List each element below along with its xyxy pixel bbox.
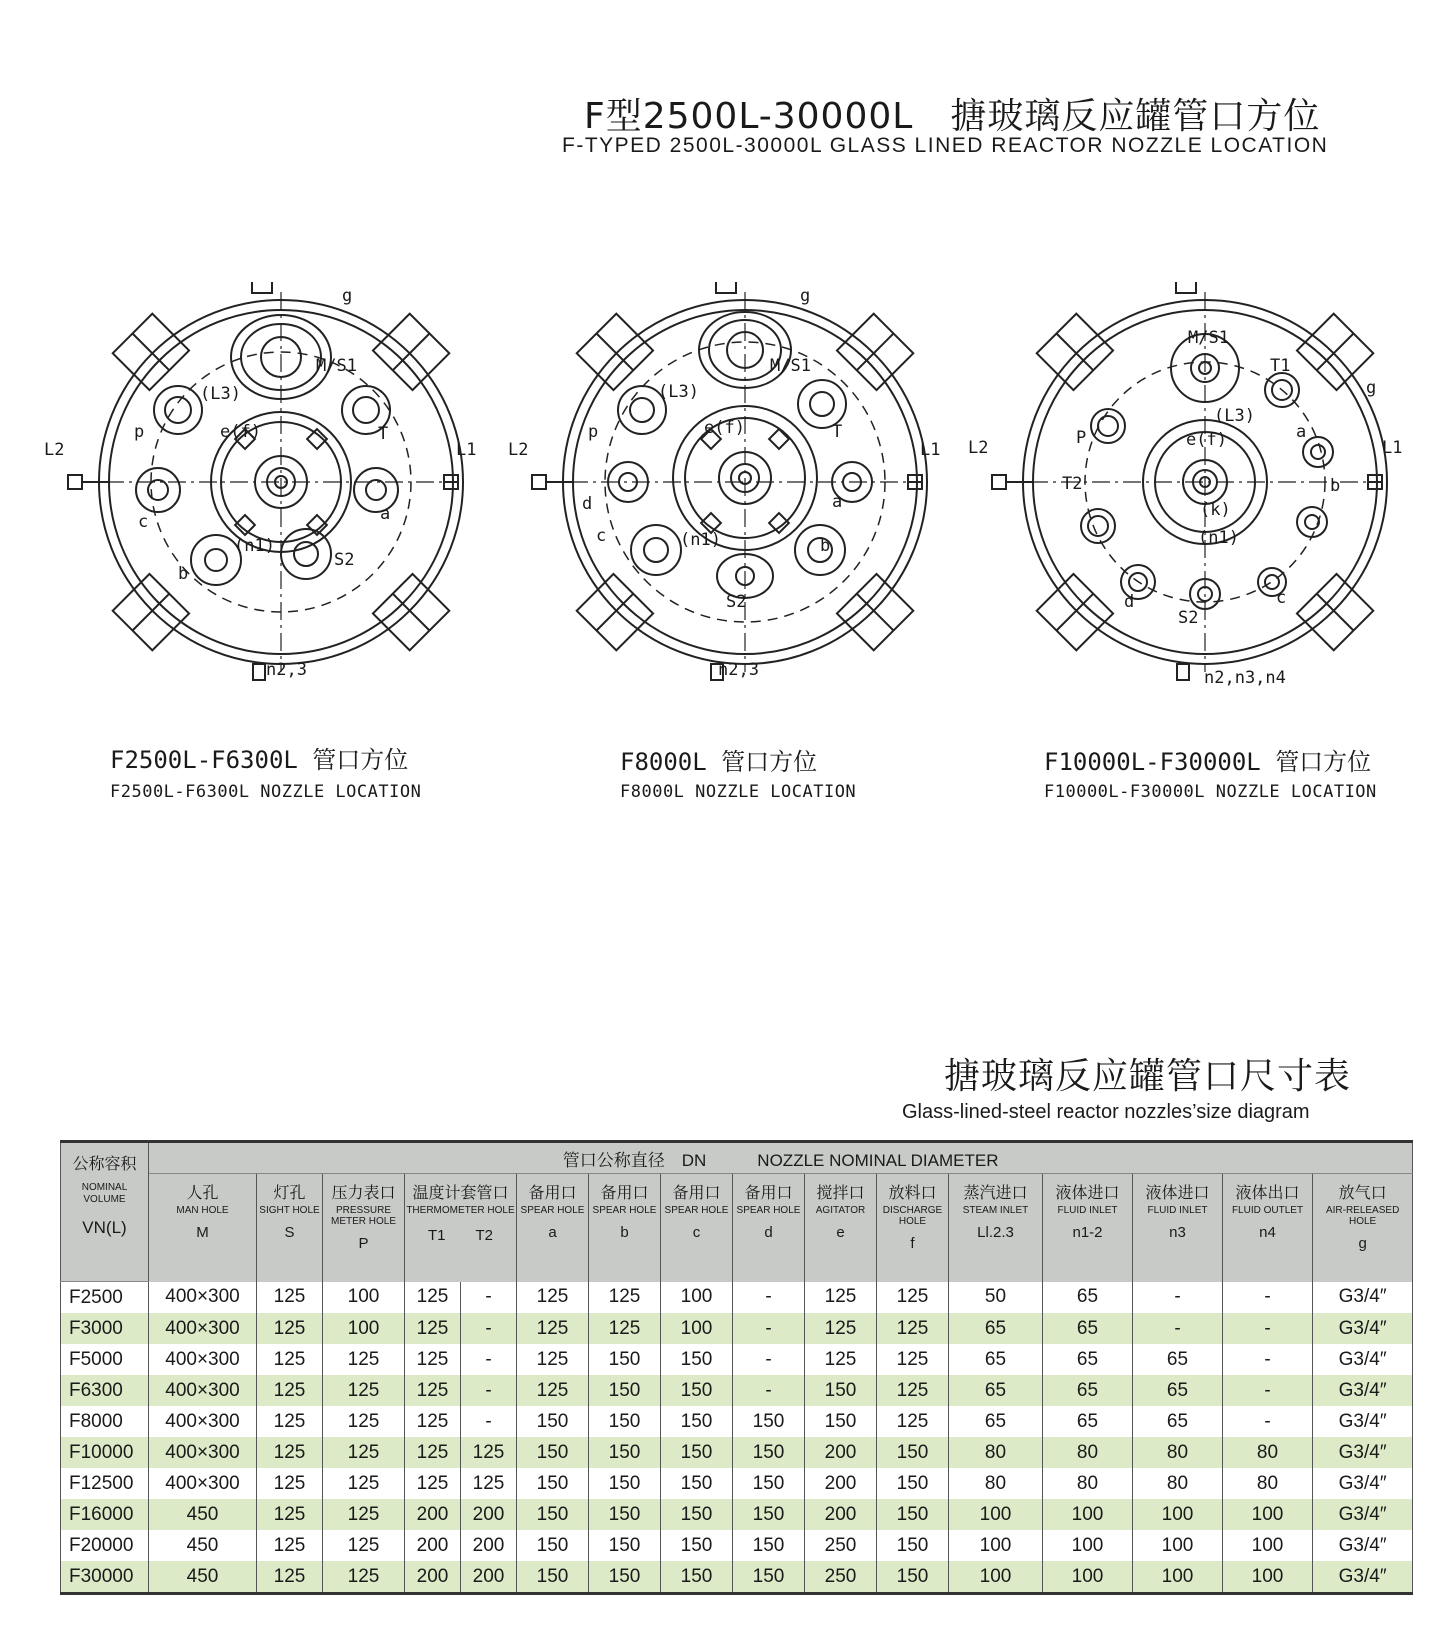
table-cell: - [1223, 1344, 1313, 1375]
row-volume-cell: F5000 [61, 1344, 149, 1375]
table-row [61, 1561, 1413, 1594]
dn-header: 管口公称直径 DN NOZZLE NOMINAL DIAMETER [149, 1142, 1413, 1174]
table-title: 搪玻璃反应罐管口尺寸表 [944, 1056, 1352, 1097]
col-header-pressure-meter-hole: 压力表口 PRESSURE METER HOLE P [323, 1174, 405, 1282]
table-cell: 125 [323, 1406, 405, 1437]
table-cell: 150 [661, 1437, 733, 1468]
table-row [61, 1344, 1413, 1375]
table-cell: 150 [661, 1561, 733, 1594]
table-cell: 125 [589, 1282, 661, 1314]
table-cell: 125 [405, 1375, 461, 1406]
table-cell: 150 [517, 1468, 589, 1499]
table-cell: 150 [661, 1530, 733, 1561]
label-l3: (L3) [1214, 406, 1255, 426]
table-cell: 150 [877, 1468, 949, 1499]
table-cell: 125 [257, 1406, 323, 1437]
label-n1: (n1) [1198, 528, 1239, 548]
table-cell: - [733, 1375, 805, 1406]
diagram-2-caption: F8000L 管口方位 [620, 748, 818, 776]
table-cell: 125 [405, 1437, 461, 1468]
label-g: g [800, 286, 811, 306]
table-cell: 125 [405, 1282, 461, 1314]
label-t2: T2 [1062, 474, 1083, 494]
table-cell: 200 [805, 1437, 877, 1468]
label-l2: L2 [44, 440, 65, 460]
table-cell: 125 [323, 1437, 405, 1468]
table-cell: 250 [805, 1561, 877, 1594]
label-b: b [820, 536, 831, 556]
table-cell: 65 [1043, 1375, 1133, 1406]
table-cell: 400×300 [149, 1282, 257, 1314]
table-cell: 150 [589, 1406, 661, 1437]
table-row [61, 1313, 1413, 1344]
table-cell: 200 [461, 1561, 517, 1594]
table-cell: 200 [405, 1561, 461, 1594]
table-cell: 125 [257, 1344, 323, 1375]
label-n: n2,3 [266, 660, 307, 680]
table-cell: 125 [323, 1561, 405, 1594]
label-p: p [134, 422, 145, 442]
table-cell: - [1133, 1313, 1223, 1344]
table-cell: 125 [405, 1468, 461, 1499]
row-volume-cell: F2500 [61, 1282, 149, 1314]
table-cell: 150 [517, 1530, 589, 1561]
table-cell: 150 [733, 1530, 805, 1561]
table-cell: 80 [1133, 1437, 1223, 1468]
table-cell: 125 [877, 1282, 949, 1314]
label-a: a [832, 492, 843, 512]
table-cell: 100 [949, 1561, 1043, 1594]
label-l2: L2 [508, 440, 529, 460]
table-cell: 80 [1043, 1468, 1133, 1499]
table-cell: 400×300 [149, 1344, 257, 1375]
table-cell: 125 [257, 1437, 323, 1468]
label-n1: (n1) [234, 536, 275, 556]
col-header-air-released-hole: 放气口 AIR-RELEASED HOLE g [1313, 1174, 1413, 1282]
col-header-spear-hole-b: 备用口 SPEAR HOLE b [589, 1174, 661, 1282]
table-cell: 80 [949, 1437, 1043, 1468]
table-cell: 125 [461, 1437, 517, 1468]
table-cell: 80 [1133, 1468, 1223, 1499]
col-header-discharge-hole: 放料口 DISCHARGE HOLE f [877, 1174, 949, 1282]
table-cell: 400×300 [149, 1437, 257, 1468]
table-body [61, 1282, 1413, 1594]
table-cell: 80 [1223, 1468, 1313, 1499]
label-p: P [1076, 428, 1087, 448]
label-t: T [832, 422, 843, 442]
label-s2: S2 [334, 550, 355, 570]
table-cell: G3/4″ [1313, 1530, 1413, 1561]
table-cell: - [1133, 1282, 1223, 1314]
table-cell: 100 [949, 1499, 1043, 1530]
table-cell: 100 [1223, 1561, 1313, 1594]
label-s2: S2 [1178, 608, 1199, 628]
label-g: g [342, 286, 353, 306]
table-cell: 150 [517, 1406, 589, 1437]
table-cell: 125 [589, 1313, 661, 1344]
table-cell: 450 [149, 1561, 257, 1594]
nozzle-size-table [60, 1140, 1413, 1595]
table-cell: 65 [1133, 1344, 1223, 1375]
table-cell: 125 [323, 1375, 405, 1406]
table-cell: 150 [733, 1499, 805, 1530]
table-cell: - [1223, 1313, 1313, 1344]
col-header-fluid-inlet-n3: 液体进口 FLUID INLET n3 [1133, 1174, 1223, 1282]
table-cell: 100 [1043, 1561, 1133, 1594]
table-cell: 125 [805, 1344, 877, 1375]
label-ms1: M/S1 [316, 356, 357, 376]
table-cell: 125 [257, 1499, 323, 1530]
table-cell: 150 [733, 1437, 805, 1468]
table-cell: 125 [323, 1530, 405, 1561]
label-a: a [380, 504, 391, 524]
table-row [61, 1499, 1413, 1530]
table-cell: 100 [323, 1313, 405, 1344]
table-cell: 125 [323, 1499, 405, 1530]
label-b: b [178, 564, 189, 584]
table-cell: 200 [405, 1499, 461, 1530]
table-cell: 150 [661, 1468, 733, 1499]
table-cell: 65 [949, 1375, 1043, 1406]
table-cell: - [1223, 1406, 1313, 1437]
table-cell: G3/4″ [1313, 1282, 1413, 1314]
table-cell: G3/4″ [1313, 1561, 1413, 1594]
table-cell: 125 [517, 1282, 589, 1314]
table-cell: - [733, 1313, 805, 1344]
label-ef: e(f) [704, 418, 745, 438]
table-cell: 150 [661, 1406, 733, 1437]
label-l3: (L3) [658, 382, 699, 402]
table-cell: 65 [1043, 1344, 1133, 1375]
label-d: d [1124, 592, 1135, 612]
table-cell: 100 [1133, 1530, 1223, 1561]
table-cell: 150 [589, 1499, 661, 1530]
page-title: F型2500L-30000L 搪玻璃反应罐管口方位 [584, 96, 1321, 137]
table-cell: 200 [805, 1499, 877, 1530]
table-cell: 125 [877, 1313, 949, 1344]
table-cell: 400×300 [149, 1313, 257, 1344]
table-cell: G3/4″ [1313, 1344, 1413, 1375]
table-cell: 125 [405, 1313, 461, 1344]
table-cell: 150 [661, 1344, 733, 1375]
label-d: d [582, 494, 593, 514]
col-header-fluid-outlet: 液体出口 FLUID OUTLET n4 [1223, 1174, 1313, 1282]
table-row [61, 1468, 1413, 1499]
table-cell: 65 [1133, 1406, 1223, 1437]
label-n: n2,3 [718, 660, 759, 680]
table-cell: 125 [461, 1468, 517, 1499]
label-l2: L2 [968, 438, 989, 458]
table-cell: 150 [805, 1406, 877, 1437]
table-cell: 100 [323, 1282, 405, 1314]
row-volume-cell: F16000 [61, 1499, 149, 1530]
table-cell: 125 [257, 1313, 323, 1344]
table-cell: 65 [949, 1313, 1043, 1344]
label-c: c [1276, 588, 1287, 608]
col-header-spear-hole-c: 备用口 SPEAR HOLE c [661, 1174, 733, 1282]
table-cell: 150 [589, 1437, 661, 1468]
table-cell: 65 [949, 1344, 1043, 1375]
diagram-3-labels [968, 282, 1420, 712]
table-cell: 150 [661, 1499, 733, 1530]
table-cell: - [461, 1406, 517, 1437]
label-l1: L1 [920, 440, 941, 460]
table-cell: 250 [805, 1530, 877, 1561]
table-cell: 80 [1043, 1437, 1133, 1468]
table-cell: - [733, 1344, 805, 1375]
table-cell: 100 [1133, 1561, 1223, 1594]
label-c: c [596, 526, 607, 546]
table-subtitle: Glass-lined-steel reactor nozzles’size diagram [902, 1101, 1310, 1123]
table-cell: G3/4″ [1313, 1375, 1413, 1406]
table-cell: 125 [805, 1313, 877, 1344]
table-cell: 65 [1133, 1375, 1223, 1406]
table-cell: 125 [323, 1344, 405, 1375]
table-row [61, 1282, 1413, 1314]
table-cell: 150 [517, 1499, 589, 1530]
table-cell: 125 [517, 1313, 589, 1344]
table-cell: 150 [589, 1530, 661, 1561]
table-cell: 80 [949, 1468, 1043, 1499]
table-cell: 100 [1043, 1530, 1133, 1561]
table-cell: 150 [733, 1406, 805, 1437]
table-cell: 125 [805, 1282, 877, 1314]
label-t1: T1 [1270, 356, 1291, 376]
table-cell: 150 [877, 1561, 949, 1594]
label-ef: e(f) [1186, 430, 1227, 450]
table-cell: 125 [877, 1344, 949, 1375]
table-cell: - [1223, 1375, 1313, 1406]
table-cell: - [733, 1282, 805, 1314]
table-cell: 125 [517, 1375, 589, 1406]
table-cell: 100 [1223, 1530, 1313, 1561]
diagram-3-caption-en: F10000L-F30000L NOZZLE LOCATION [1044, 782, 1377, 802]
label-g: g [1366, 378, 1377, 398]
diagram-1-caption: F2500L-F6300L 管口方位 [110, 746, 409, 774]
table-cell: 65 [949, 1406, 1043, 1437]
table-cell: 125 [405, 1344, 461, 1375]
table-cell: 125 [517, 1344, 589, 1375]
table-cell: - [461, 1344, 517, 1375]
diagram-2-caption-en: F8000L NOZZLE LOCATION [620, 782, 857, 802]
row-volume-cell: F12500 [61, 1468, 149, 1499]
row-volume-cell: F3000 [61, 1313, 149, 1344]
table-cell: G3/4″ [1313, 1468, 1413, 1499]
diagram-1-labels [44, 282, 496, 712]
table-cell: 150 [517, 1437, 589, 1468]
table-row [61, 1437, 1413, 1468]
table-row [61, 1375, 1413, 1406]
label-n1: (n1) [680, 530, 721, 550]
table-cell: 400×300 [149, 1468, 257, 1499]
table-cell: 150 [733, 1561, 805, 1594]
label-a: a [1296, 422, 1307, 442]
row-volume-cell: F8000 [61, 1406, 149, 1437]
table-row [61, 1406, 1413, 1437]
label-c: c [138, 512, 149, 532]
table-cell: G3/4″ [1313, 1499, 1413, 1530]
table-cell: 150 [589, 1344, 661, 1375]
table-cell: - [461, 1375, 517, 1406]
table-cell: - [1223, 1282, 1313, 1314]
table-cell: 125 [405, 1406, 461, 1437]
diagram-1-caption-en: F2500L-F6300L NOZZLE LOCATION [110, 782, 422, 802]
table-cell: 400×300 [149, 1375, 257, 1406]
vn-header: 公称容积 NOMINAL VOLUME VN(L) [61, 1142, 149, 1282]
table-cell: 150 [661, 1375, 733, 1406]
table-cell: 125 [257, 1375, 323, 1406]
table-cell: G3/4″ [1313, 1313, 1413, 1344]
label-b: b [1330, 476, 1341, 496]
table-cell: 125 [323, 1468, 405, 1499]
diagram-3-caption: F10000L-F30000L 管口方位 [1044, 748, 1372, 776]
row-volume-cell: F30000 [61, 1561, 149, 1594]
table-cell: 100 [1133, 1499, 1223, 1530]
row-volume-cell: F10000 [61, 1437, 149, 1468]
label-ef: e(f) [220, 422, 261, 442]
table-cell: 150 [877, 1499, 949, 1530]
col-header-fluid-inlet-n12: 液体进口 FLUID INLET n1-2 [1043, 1174, 1133, 1282]
diagram-2-labels [508, 282, 960, 712]
label-t: T [378, 424, 389, 444]
table-cell: G3/4″ [1313, 1406, 1413, 1437]
table-cell: 125 [257, 1530, 323, 1561]
table-cell: 450 [149, 1530, 257, 1561]
table-cell: 125 [257, 1282, 323, 1314]
table-cell: 100 [1043, 1499, 1133, 1530]
table-cell: 200 [805, 1468, 877, 1499]
label-n: n2,n3,n4 [1204, 668, 1286, 688]
table-cell: 125 [877, 1406, 949, 1437]
label-ms1: M/S1 [1188, 328, 1229, 348]
col-header-sight-hole: 灯孔 SIGHT HOLE S [257, 1174, 323, 1282]
table-row [61, 1530, 1413, 1561]
row-volume-cell: F20000 [61, 1530, 149, 1561]
table-cell: 150 [589, 1375, 661, 1406]
col-header-agitator: 搅拌口 AGITATOR e [805, 1174, 877, 1282]
table-cell: 150 [877, 1437, 949, 1468]
label-p: p [588, 422, 599, 442]
table-cell: 125 [257, 1468, 323, 1499]
table-cell: - [461, 1282, 517, 1314]
label-l1: L1 [456, 440, 477, 460]
table-cell: 200 [461, 1499, 517, 1530]
table-cell: 125 [877, 1375, 949, 1406]
col-header-spear-hole-a: 备用口 SPEAR HOLE a [517, 1174, 589, 1282]
label-l1: L1 [1382, 438, 1403, 458]
table-cell: 200 [461, 1530, 517, 1561]
table-cell: - [461, 1313, 517, 1344]
col-header-spear-hole-d: 备用口 SPEAR HOLE d [733, 1174, 805, 1282]
page-subtitle: F-TYPED 2500L-30000L GLASS LINED REACTOR NOZZLE LOCATION [562, 134, 1329, 157]
col-header-man-hole: 人孔 MAN HOLE M [149, 1174, 257, 1282]
col-header-thermometer-hole: 温度计套管口 THERMOMETER HOLE T1 T2 [405, 1174, 517, 1282]
table-cell: 65 [1043, 1282, 1133, 1314]
table-cell: 450 [149, 1499, 257, 1530]
table-cell: 150 [805, 1375, 877, 1406]
table-cell: 100 [949, 1530, 1043, 1561]
label-ms1: M/S1 [770, 356, 811, 376]
label-s2: S2 [726, 592, 747, 612]
table-cell: 100 [661, 1313, 733, 1344]
table-cell: 100 [1223, 1499, 1313, 1530]
table-cell: 150 [733, 1468, 805, 1499]
table-cell: G3/4″ [1313, 1437, 1413, 1468]
table-cell: 100 [661, 1282, 733, 1314]
table-cell: 65 [1043, 1313, 1133, 1344]
table-cell: 400×300 [149, 1406, 257, 1437]
table-cell: 125 [257, 1561, 323, 1594]
table-cell: 200 [405, 1530, 461, 1561]
col-header-steam-inlet: 蒸汽进口 STEAM INLET Ll.2.3 [949, 1174, 1043, 1282]
table-cell: 150 [589, 1468, 661, 1499]
table-cell: 50 [949, 1282, 1043, 1314]
table-cell: 150 [877, 1530, 949, 1561]
table-cell: 150 [589, 1561, 661, 1594]
table-cell: 80 [1223, 1437, 1313, 1468]
row-volume-cell: F6300 [61, 1375, 149, 1406]
label-l3: (L3) [200, 384, 241, 404]
table-cell: 150 [517, 1561, 589, 1594]
label-k: (k) [1200, 500, 1231, 520]
table-cell: 65 [1043, 1406, 1133, 1437]
